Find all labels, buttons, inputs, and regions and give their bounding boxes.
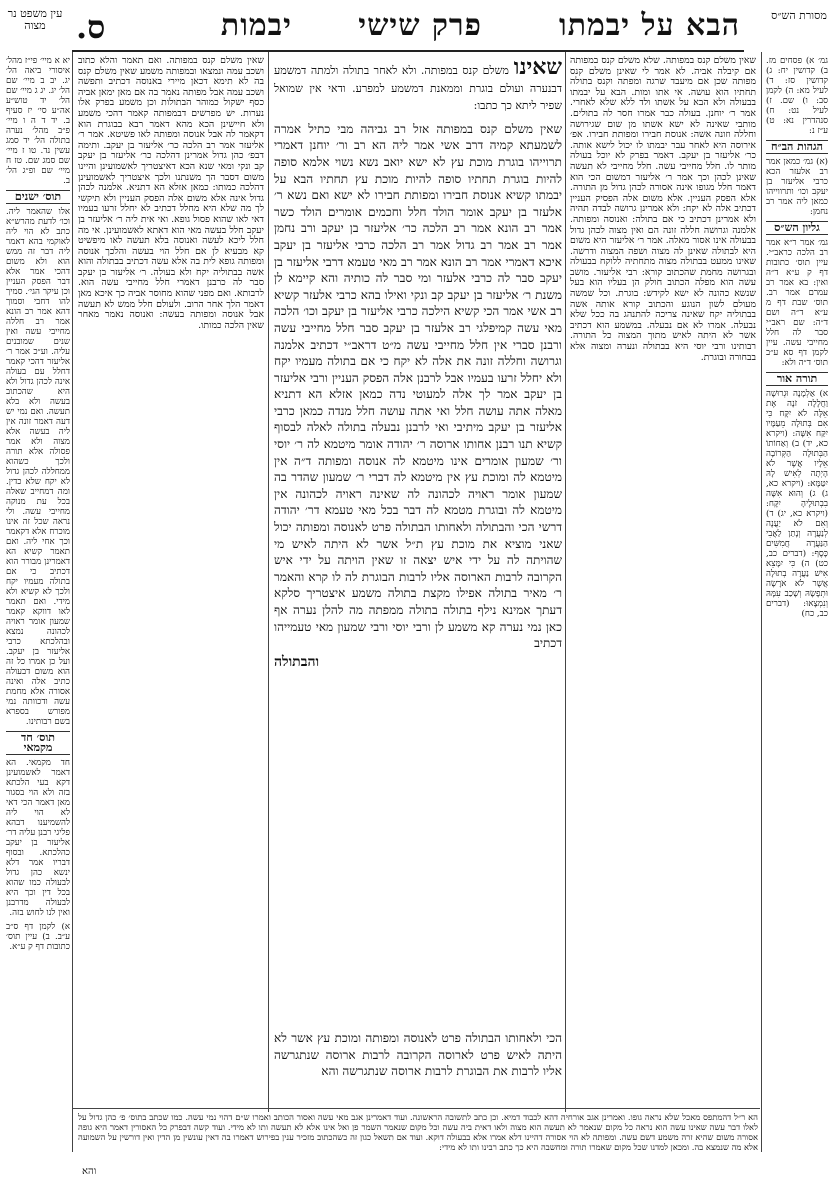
ein-mishpat-title: עין משפט נר מצוה [7,7,63,32]
had-mikamai-notes: א) לקמן דף ס״ב ע״ב. ב) עיין תוס׳ כתובות דף ק ע״א. [6,922,70,952]
gemara-tail [274,1030,562,1092]
tos-yeshanim-title: תוס׳ ישנים [6,190,70,204]
torah-or-title: תורה אור [766,372,828,386]
hagahot-title: הגהות הב״ח [766,140,828,154]
masoret-hashas-title: מסורת הש״ס [771,9,827,22]
had-mikamai-text: חד מקמאי. הא דאמר לאשמועינן דקא בעי הלכתא בזה ולא הוי בסגור מאן דאמר הכי דאי לא הוי ליה להשמיענו דבהא פליגי רבנן עליה דר׳ אליעזר בן יעקב כהלכתא. ובסוף דבריו אמר דלא ינשא כהן גדול לבעולה כמו שהוא בכל דין וכך היא לבעולה מדרבנן ואין לנו לחוש בזה. [6,758,70,918]
rashi-commentary [570,56,756,1112]
footnote-text: הא ר״ל דהמתפס מאכל שלא נראה גופו. ואמרינן אגב אורחיה דהא לכבוד דמיא. וכן כתב לתשובה הראשונה. ועוד דאמרינן אגב מאי עשה ואסור הכותב ואמרו ש״ם דהוי נמי עשה. כמו שכתב בתוס׳ פ׳ כהן גדול על לאלו דבר עשה שאינו עשה הוא נראה כל מקום שנאמר לא תעשה הוא מצוה ולאו דאית ביה עשה וכל מקום שנאמר השמר פן ואל אינו אלא לא תעשה ותו לא מידי. ועוד קשה דבפרק כל האסורין דאמר היא גופה אסורה משום שהיא זרה משמע דשם עשה. ומפותה לא הוי אסורה דהיינו דלא אמרו אלא בבעולה דוקא. ועוד אם תשאל כגון זה כשהכתוב מזכיר ענין בפירוש דאמרו בה דאין עונשין מן הדין ואין דורשין על השמועה אלא מה שנמצא בה. ומכאן למדנו שכל מקום שאמרו תורה ומחשבה היא כך כתב רבינו ותו לא מידי: [78,1112,758,1152]
had-mikamai-title: תוס׳ חד מקמאי [6,731,70,755]
gemara-text [274,56,562,1030]
gemara-body: שאין משלם קנס במפותה אזל רב גביהה מבי כתיל אמרה לשמעתא קמיה דרב אשי אמר ליה הא רב ור׳ יוחנן דאמרי תרוייהו בוגרת מוכת עץ לא ישא יואב נשא נשוי אלמא סופה להיות בוגרת תחתיו סופה להיות מוכת עץ תחתיו הבא על יבמתו קשיא אנוסת חבירו ומפותת חבירו לא ישא ואם נשא ר׳ אלעזר בן יעקב אומר הולד חלל וחכמים אומרים הולד כשר אמר רב הונא אמר רב הלכה כר׳ אליעזר בן יעקב ורב נחמן אמר רב אמר רב גדול אמר רב הלכה כרבי אליעזר בן יעקב איכא דאמרי אמר רב הונא אמר רב מאי טעמא דרבי אליעזר בן יעקב סבר לה כרבי אלעזר ומי סבר לה כותיה והא קיימא לן משנת ר׳ אליעזר בן יעקב קב ונקי ואילו בהא כרבי אלעזר קשיא רב אשי אמר הכי קשיא הילכה כרבי אליעזר בן יעקב וכו׳ הלכה מאי עשה קמיפלגי רב אלעזר בן יעקב סבר חלל מחייבי עשה ורבנן סברי אין חלל מחייבי עשה מ״ט דראב״י דכתיב אלמנה וגרושה וחללה זונה את אלה לא יקח כי אם בתולה מעמיו יקח ולא יחלל זרעו בעמיו אבל לרבנן אלה הפסק העניין ורבי אליעזר בן יעקב אמר לך אלה למעוטי נדה כמאן אזלא הא דתניא מאלה אתה עושה חלל ואי אתה עושה חלל מנדה כמאן כרבי אליעזר בן יעקב מיתיבי ואי לרבנן נבעלה בתולה לאלה לבסוף קשיא תנו רבנן אחותו ארוסה ר׳ יהודה אומר מיטמא לה ר׳ יוסי ור׳ שמעון אומרים אינו מיטמא לה אנוסה ומפותה ד״ה אין מיטמא לה ומוכת עץ אין מיטמא לה דברי ר׳ שמעון שהדר בה שמעון אומר ראויה לכהונה לה שאינה ראויה לכהונה אין מיטמא לה ובוגרת מטמא לה דבר בכל מאי טעמא דר׳ יהודה דרשי הכי והבתולה ולאחותו הבתולה פרט לאנוסה ומפותה יכול שאני מוציא את מוכת עץ ת״ל אשר לא היתה לאיש מי שהויתה לה על ידי איש יצאה זו שאין הויתה על ידי איש הקרובה לרבות הארוסה אליו לרבות הבוגרת לה לו קרא והאמר ר׳ מאיר בתולה אפילו מקצת בתולה משמע איצטריך סלקא דעתך אמינא נילף בתולה בתולה ממפתה מה להלן נערה אף כאן נמי נערה קא משמע לן ורבי יוסי ורבי שמעון מאי טעמייהו דכתיב [274,121,562,651]
ein-mishpat-text: יא א מיי׳ פי״ז מהל׳ איסורי ביאה הל׳ יג. יב ב מיי׳ שם הל׳ יג. יג ג מיי׳ שם הל׳ יד טוש״ע אה״ע סי׳ יז סעיף ב. יד ד ה ו מיי׳ פ״ב מהל׳ נערה בתולה הל׳ יד סמג עשין נד. טו ז מיי׳ שם סמג שם. טז ח מיי׳ שם ופ״ג הל׳ ב. [6,56,70,186]
rashi-text: שאין משלם קנס במפותה. שלא משלם קנס במפותה אם קיבלה אביה. לא אמר לי שאינן משלם קנס מפותה שכן אם מיעבד שרגה ומפתה וקנס בתולה תחתיו הוא עושה. אי אתו ומות. הבא על יבמתו בבעולה ולא הבא על אשתו ולד ללא שלא לאחרי. אמר ר׳ יוחנן. בעולה כבר אמרו חסר לה בתולים. מותבי שאינה לא ישא אשתו מן שום שגירושה וחללה וזונה אשה: אנוסת חבירו ומפותת חבירו. אפ׳ אירוסה היא לאחר עבר יבמתו לו יכול לישא אותה. כר׳ אליעזר בן יעקב. דאמר בפרק לא יוכל בעולה מותר לו. חלל מחייבי עשה. חלל מחייבי לא תעשה שאינן לכהן וכך אמר ר׳ אליעזר דמשום הכי הוא דאמר חלל מגופו אינה אסורה לכהן גדול מן התורה. אלא הפסק העניין. אלא משום אלה הפסיק העניין דכתיב אלה לא יקח: ולא אמרינן גרושה לבדה תהיה ולא אמרינן דכתיב כי אם בתולה: ואנוסה ומפותה. אלמנה וגרושה חללה זונה הם ואין מצוה לכהן גדול בבעולה אינו אסור מאלה. אמר ר׳ אליעזר היא משום היא לבתולה שאינן לה מצוה ושפה המצוה ודרשה. שאינו ממעט בבתולה מצוה מתחתיה ללוקח בבעולה ובגרושה מחמת שהכתוב קורא: רבי אליעזר. מושב עשה הוא מפלה הכתוב חולק הן בעליו הוא בעל שנשא כהונה לא ישא לקידש: בוגרת. וכל שמשה מעולם לשון הנוגע והכתוב קורא אותה אשה בבתוליה יקח שאינה צריכה להתנהג בה ככל שלא נבעלה. אמרו לא אם נבעלה. במשמע הוא דכתיב אשר לא היתה לאיש מתוך המצוה כל התורה. רבותינו ורבי יוסי היא בבתולה ונערה ומצוה אלא בבחורה ובוגרת. [570,56,756,363]
torah-or-text: א) אַלְמָנָה וּגְרוּשָׁה וַחֲלָלָה זֹנָה אֶת אֵלֶּה לֹא יִקָּח כִּי אִם בְּתוּלָה מֵעַמָּיו יִקַּח אִשָּׁה: (ויקרא כא, יד) ב) וְאַחוֹתוֹ הַבְּתוּלָה הַקְּרוֹבָה אֵלָיו אֲשֶׁר לֹא הָיְתָה לְאִישׁ לָהּ יִטַּמָּא: (ויקרא כא, ג) ג) וְהוּא אִשָּׁה בִבְתוּלֶיהָ יִקָּח: (ויקרא כא, יג) ד) וְאִם לֹא יַעֲנֶה לְנַעֲרָה וְנָתַן לַאֲבִי הַנַּעֲרָה חֲמִשִּׁים כָּסֶף: (דברים כב, כט) ה) כִּי יִמָּצֵא אִישׁ נַעֲרָה בְתוּלָה אֲשֶׁר לֹא אֹרָשָׂה וּתְפָשָׂהּ וְשָׁכַב עִמָּהּ וְנִמְצָאוּ: (דברים כב, כח) [766,389,828,619]
hagahot-text: (א) גמ׳ כמאן אמר רב אלעזר הכא כרבי אליעזר בן יעקב וכו׳ ותרווייהו כמאן ליה אמר רב נחמן: [766,157,828,217]
right-margin [766,56,828,1156]
folio-number: ס. [76,8,106,46]
gilyon-text: גמ׳ אמר ר״א אמר רב הלכה כראב״י. עיין תוס׳ כתובות דף ק ע״א ד״ה ואין: בא אמר רב עמרם אמר רב. תוס׳ שבת דף מ ע״א ד״ה ושם ד״ה: שם ראב״י סבר לה חלל מחייבי עשה. עיין לקמן דף סא ע״ב תוס׳ ד״ה ולא: [766,238,828,368]
gilyon-title: גליון הש״ס [766,221,828,235]
header-chapter-number: פרק שישי [358,8,482,43]
page-end-catchword: והא [82,1166,97,1177]
opening-commentary: משלם קנס במפותה. ולא לאחר בתולה ולמתה דמשמע דבנערה ועולם בוגרת וממאנת דמשמע למפרע. ודאי אין שמואל שפיר ליתא כך כתבו: [274,64,562,113]
left-margin [6,56,70,1156]
tos-yeshanim-text: אלו שהאמר ליה. וכו׳ לדעת מהרש״א כתב לא הוי ליה לאוקמי בהא דאמר ליה דבר זה ממש הוא ולא משום דהכי אמר אלא דבר הפסק העניין וכן עיקר הגי׳. סמיך להו דחבי וסמוך דהא אמר רב הונא אמר רב חללה מחייבי עשה ואין שנים שמובנים עליה. וע״כ אמר ר׳ אליעזר דהכי קאמר דחלל עם בעולה אינה לכהן גדול ולא היא שהכתוב בעשה ולא בלא תעשה. ואם נמי יש דעה דאמר זונה אין ליה בעשה אלא מצוה ולא אמר פסולה אלא תורה ולכך כשהוא ממחללה לכהן גדול לא יקח שלא כדין. ומה דמחייב שאלה בכל עת מנוקה מחייבי עשה. ולי נראה שכל זה אינו מוכרח אלא דקאמר וכך אחי ליה. ואם תאמר קשיא הא דאמרינן מבורר הוא דכתיב כי אם בתולה מעמיו יקח ולכך לא קשיא ולא מידי. ואם תאמר לאו דווקא קאמר שמעון אומר ראויה לכהונה נמצא ובהלכתא כרבי אליעזר בן יעקב. ועל כן אמרו כל זה הוא משום דבעולה כתיב אלה ואינה אסורה אלא מחמת עשה ודכוותה נמי מפורש בספרא בשם רבותינו. [6,207,70,727]
tosafot-text: שאין משלם קנס במפותה. ואם תאמר והלא כתוב ושכב עמה ונמצאו ובמפותה משמע שאין משלם קנס בה לא תימא דכאן מיירי באנוסה דכתיב ותפשה ושכב עמה אבל מפותה נאמר בה אם מאן ימאן אביה כסף ישקול כמוהר הבתולות וכן משמע בפרק אלו נערות. יש מפרשים דבמפותה קאמר דהכי משמע ולא חיישינן הכא מהא דאמר רבא בבוגרת הוא דקאמר לה אבל אנוסה ומפותה לאו פשיטא. אמר ר׳ אליעזר אמר רב הלכה כר׳ אליעזר בן יעקב. ותימה דבפ׳ כהן גדול אמרינן דהלכה כר׳ אליעזר בן יעקב קב ונקי ומאי שנא הכא דאיצטריך לאשמועינן והיינו משום דסבר הך משנתנו ולכך איצטריך לאשמועינן דהלכה כמותו: כמאן אזלא הא דתניא. אלמנה לכהן גדול אינה אלא משום אלה הפסק העניין ולא תיקשי לך מה שלא היא מחלל דכתיב לא יחלל זרעו בעמיו דאי לאו שהוא פסול גופא. ואי אית ליה ר׳ אליעזר בן יעקב חלל בעשה מאי הוא דאתא לאשמועינן. אי מה חלל ליכא לעשה ואנוסה בלא תעשה לאו מיפשיט קא מבעיא לן אם חלל הוי בעשה והלכך אנוסה ומפותה גופא לית בה אלא עשה דכתיב בבתולה והוא אשה בבתוליה יקח ולא בעולה. ר׳ אליעזר בן יעקב סבר לה כרבנן דאמרי חלל מחייבי עשה הוא. לרבותא. ואם מפני שהוא מחוסר אביה כך איכא מאן דאמר הלך אחר הרוב. ולעולם חלל ממש לא תעשה אבל אנוסה ומפותה בעשה: ואנוסה נאמר מאחר שאין הלכה כמותו. [78,56,264,331]
masoret-notes: גמ׳ א) פסחים מז. ב) קדושין יח: ג) קדושין סז: ד) לעיל מא: ה) לקמן סב: ו) שם. ז) לעיל נט: ח) סנהדרין נא: ט) ע״ז נ: [766,56,828,136]
divider-tosafot [268,52,269,1112]
divider-rashi [565,52,566,1112]
gemara-opening [274,56,562,115]
header-tractate: יבמות [220,8,292,43]
footnote-commentary [78,1112,758,1170]
page-header [72,6,744,52]
footnote-divider [72,1108,760,1109]
divider-right-margin [761,52,762,1152]
gemara-dibbur-hamatchil: והבתולה [274,653,320,670]
gemara-tail-text: הכי ולאחותו הבתולה פרט לאנוסה ומפותה ומוכת עץ אשר לא היתה לאיש פרט לארוסה הקרובה לרבות ארוסה שנתגרשה אליו לרבות את הבוגרת לרבות ארוסה שנתגרשה והא [274,1031,562,1079]
tosafot-commentary [78,56,264,1112]
opening-word: שאינו [513,56,562,80]
header-chapter-name: הבא על יבמתו [559,8,740,43]
divider-left-margin [72,52,73,1152]
